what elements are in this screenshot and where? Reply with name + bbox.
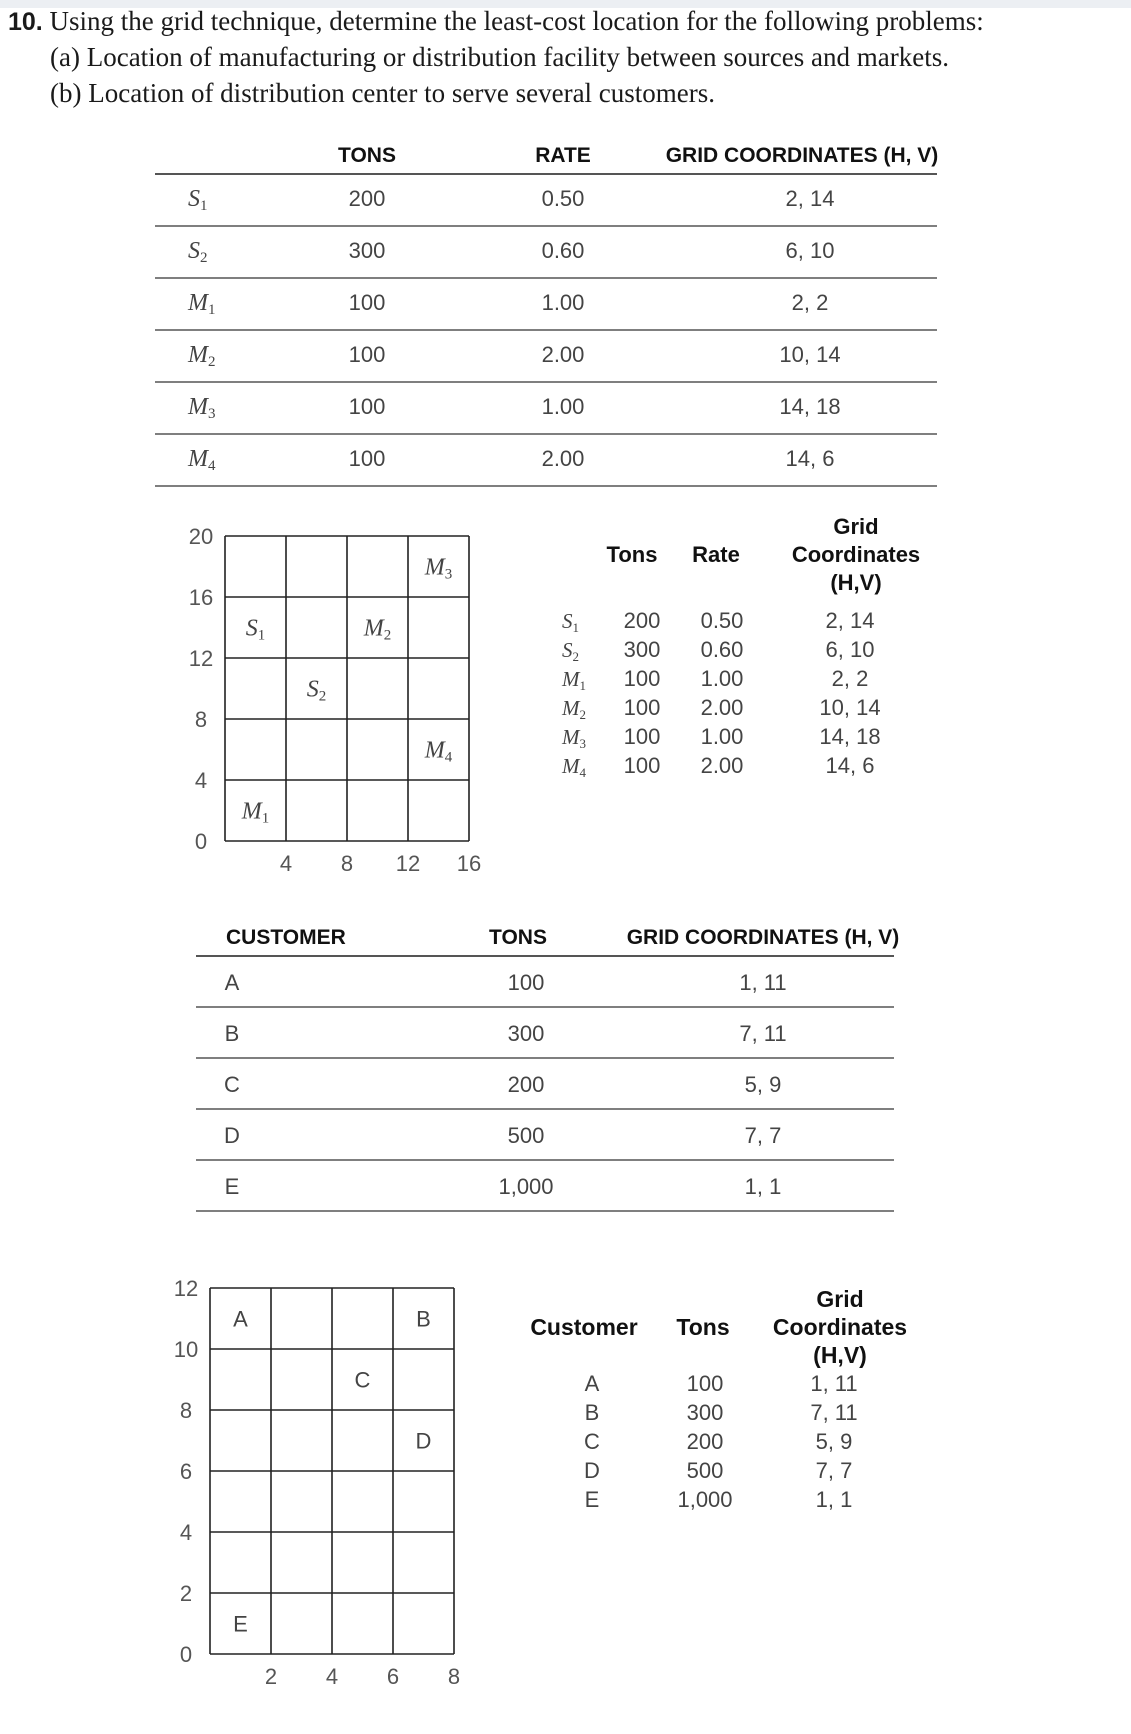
legend1-coords-cell: 6, 10 <box>825 637 875 662</box>
grid2-point-label: B <box>416 1306 431 1332</box>
table1-rate-cell: 2.00 <box>541 342 585 367</box>
legend2-customer-cell: E <box>584 1487 600 1512</box>
legend1-tons-cell: 300 <box>623 637 661 662</box>
legend1-rate-cell: 0.50 <box>700 608 744 633</box>
table1-header: GRID COORDINATES (H, V) <box>665 144 939 167</box>
customers-grid <box>0 1265 520 1705</box>
legend1-header-rate: Rate <box>692 542 740 567</box>
legend1-row-label: M2 <box>562 696 586 722</box>
grid1-x-tick: 12 <box>395 851 421 876</box>
customers-table <box>0 920 1131 1240</box>
legend2-tons-cell: 200 <box>686 1429 724 1454</box>
grid2-y-tick: 12 <box>173 1276 199 1301</box>
legend1-header-coords: Coordinates <box>791 542 921 567</box>
table1-rate-cell: 1.00 <box>541 290 585 315</box>
legend2-coords-cell: 1, 11 <box>810 1371 858 1396</box>
sources-markets-legend <box>540 510 980 800</box>
legend1-coords-cell: 2, 2 <box>831 666 869 691</box>
question-part-b: (b) Location of distribution center to serve several customers. <box>50 78 716 108</box>
table2-header: TONS <box>489 926 547 949</box>
table2-tons-cell: 100 <box>507 970 545 995</box>
table1-tons-cell: 200 <box>348 186 386 211</box>
grid1-point-label: M3 <box>424 554 453 583</box>
legend2-customer-cell: A <box>584 1371 600 1396</box>
grid1-x-tick: 4 <box>279 851 293 876</box>
legend2-tons-cell: 300 <box>686 1400 724 1425</box>
grid2-x-tick: 2 <box>264 1664 278 1689</box>
legend2-tons-cell: 100 <box>686 1371 724 1396</box>
table1-row-label: M3 <box>188 394 216 422</box>
table2-customer-cell: B <box>224 1021 240 1046</box>
legend2-customer-cell: B <box>584 1400 600 1425</box>
legend2-header-customer: Customer <box>530 1314 638 1340</box>
grid1-y-tick: 12 <box>188 646 214 671</box>
table2-coords-cell: 7, 11 <box>739 1021 787 1046</box>
grid2-y-tick: 10 <box>173 1337 199 1362</box>
legend1-coords-cell: 10, 14 <box>819 695 881 720</box>
grid1-y-tick: 4 <box>194 768 208 793</box>
legend2-customer-cell: D <box>584 1458 600 1483</box>
table2-customer-cell: A <box>224 970 240 995</box>
table2-header: GRID COORDINATES (H, V) <box>626 926 900 949</box>
table2-customer-cell: D <box>224 1123 240 1148</box>
legend1-coords-cell: 14, 6 <box>825 753 875 778</box>
question-prompt-line <box>8 6 984 37</box>
table1-row-label: S2 <box>188 238 208 266</box>
table1-rate-cell: 0.50 <box>541 186 585 211</box>
legend1-row-label: M4 <box>562 754 586 780</box>
legend1-row-label: M1 <box>562 667 586 693</box>
grid2-y-tick: 6 <box>179 1459 193 1484</box>
table1-header: TONS <box>338 144 396 167</box>
legend1-row-label: S1 <box>562 609 579 635</box>
legend2-tons-cell: 1,000 <box>677 1487 733 1512</box>
legend1-coords-cell: 14, 18 <box>819 724 881 749</box>
table1-row-label: M1 <box>188 290 216 318</box>
table2-tons-cell: 300 <box>507 1021 545 1046</box>
legend1-tons-cell: 100 <box>623 666 661 691</box>
legend2-coords-cell: 7, 7 <box>815 1458 853 1483</box>
grid2-x-tick: 8 <box>447 1664 461 1689</box>
legend1-coords-cell: 2, 14 <box>825 608 875 633</box>
legend1-row-label: M3 <box>562 725 586 751</box>
table1-tons-cell: 100 <box>348 290 386 315</box>
grid1-y-tick: 0 <box>194 829 208 854</box>
table1-tons-cell: 100 <box>348 394 386 419</box>
table1-rate-cell: 2.00 <box>541 446 585 471</box>
grid2-y-tick: 2 <box>179 1581 193 1606</box>
table1-row-label: M2 <box>188 342 216 370</box>
table2-customer-cell: C <box>224 1072 240 1097</box>
legend2-header-coords: (H,V) <box>813 1342 867 1368</box>
legend2-customer-cell: C <box>584 1429 600 1454</box>
legend2-header-coords: Grid <box>816 1286 864 1312</box>
table1-coords-cell: 6, 10 <box>785 238 835 263</box>
legend1-row-label: S2 <box>562 638 579 664</box>
legend1-rate-cell: 2.00 <box>700 753 744 778</box>
legend1-rate-cell: 1.00 <box>700 666 744 691</box>
grid1-point-label: S2 <box>306 676 327 705</box>
legend2-coords-cell: 1, 1 <box>815 1487 853 1512</box>
legend1-tons-cell: 200 <box>623 608 661 633</box>
sources-markets-table <box>0 130 1131 490</box>
table2-coords-cell: 7, 7 <box>744 1123 782 1148</box>
customers-legend <box>500 1265 960 1545</box>
table2-tons-cell: 1,000 <box>498 1174 554 1199</box>
table1-rate-cell: 1.00 <box>541 394 585 419</box>
table1-rate-cell: 0.60 <box>541 238 585 263</box>
grid2-y-tick: 0 <box>179 1642 193 1667</box>
legend1-header-coords: Grid <box>833 514 879 539</box>
legend1-header-tons: Tons <box>606 542 658 567</box>
grid1-point-label: M1 <box>241 798 270 827</box>
table1-row-label: M4 <box>188 446 216 474</box>
sources-markets-grid <box>0 510 540 890</box>
table2-customer-cell: E <box>224 1174 240 1199</box>
legend1-rate-cell: 1.00 <box>700 724 744 749</box>
grid2-point-label: D <box>415 1428 432 1454</box>
table2-tons-cell: 200 <box>507 1072 545 1097</box>
question-number: 10. <box>8 8 43 36</box>
legend1-rate-cell: 0.60 <box>700 637 744 662</box>
grid1-point-label: M2 <box>363 615 392 644</box>
grid2-point-label: E <box>233 1611 248 1637</box>
table1-coords-cell: 14, 18 <box>779 394 841 419</box>
table1-coords-cell: 2, 2 <box>791 290 829 315</box>
legend1-tons-cell: 100 <box>623 724 661 749</box>
grid2-y-tick: 4 <box>179 1520 193 1545</box>
grid2-x-tick: 4 <box>325 1664 339 1689</box>
table1-header: RATE <box>535 144 591 167</box>
legend1-header-coords: (H,V) <box>830 570 882 595</box>
question-part-a: (a) Location of manufacturing or distribution facility between sources and markets. <box>50 42 949 72</box>
grid1-y-tick: 8 <box>194 707 208 732</box>
grid1-y-tick: 16 <box>188 585 214 610</box>
grid2-point-label: A <box>233 1306 248 1332</box>
legend1-rate-cell: 2.00 <box>700 695 744 720</box>
table2-coords-cell: 1, 1 <box>744 1174 782 1199</box>
table1-tons-cell: 100 <box>348 446 386 471</box>
grid1-point-label: S1 <box>245 615 266 644</box>
legend2-coords-cell: 5, 9 <box>815 1429 853 1454</box>
table2-coords-cell: 1, 11 <box>739 970 787 995</box>
grid1-x-tick: 16 <box>456 851 482 876</box>
grid1-y-tick: 20 <box>188 524 214 549</box>
table1-coords-cell: 2, 14 <box>785 186 835 211</box>
legend2-header-tons: Tons <box>676 1314 730 1340</box>
table1-tons-cell: 100 <box>348 342 386 367</box>
table1-row-label: S1 <box>188 186 208 214</box>
grid1-point-label: M4 <box>424 737 453 766</box>
grid2-x-tick: 6 <box>386 1664 400 1689</box>
table1-coords-cell: 14, 6 <box>785 446 835 471</box>
legend2-tons-cell: 500 <box>686 1458 724 1483</box>
table2-header: CUSTOMER <box>226 926 346 949</box>
table2-coords-cell: 5, 9 <box>744 1072 782 1097</box>
legend2-header-coords: Coordinates <box>772 1314 908 1340</box>
legend1-tons-cell: 100 <box>623 753 661 778</box>
table1-coords-cell: 10, 14 <box>779 342 841 367</box>
table2-tons-cell: 500 <box>507 1123 545 1148</box>
grid1-x-tick: 8 <box>340 851 354 876</box>
table1-tons-cell: 300 <box>348 238 386 263</box>
grid2-point-label: C <box>354 1367 371 1393</box>
question-prompt: Using the grid technique, determine the least-cost location for the following problems: <box>49 6 984 36</box>
legend2-coords-cell: 7, 11 <box>810 1400 858 1425</box>
legend1-tons-cell: 100 <box>623 695 661 720</box>
grid2-y-tick: 8 <box>179 1398 193 1423</box>
